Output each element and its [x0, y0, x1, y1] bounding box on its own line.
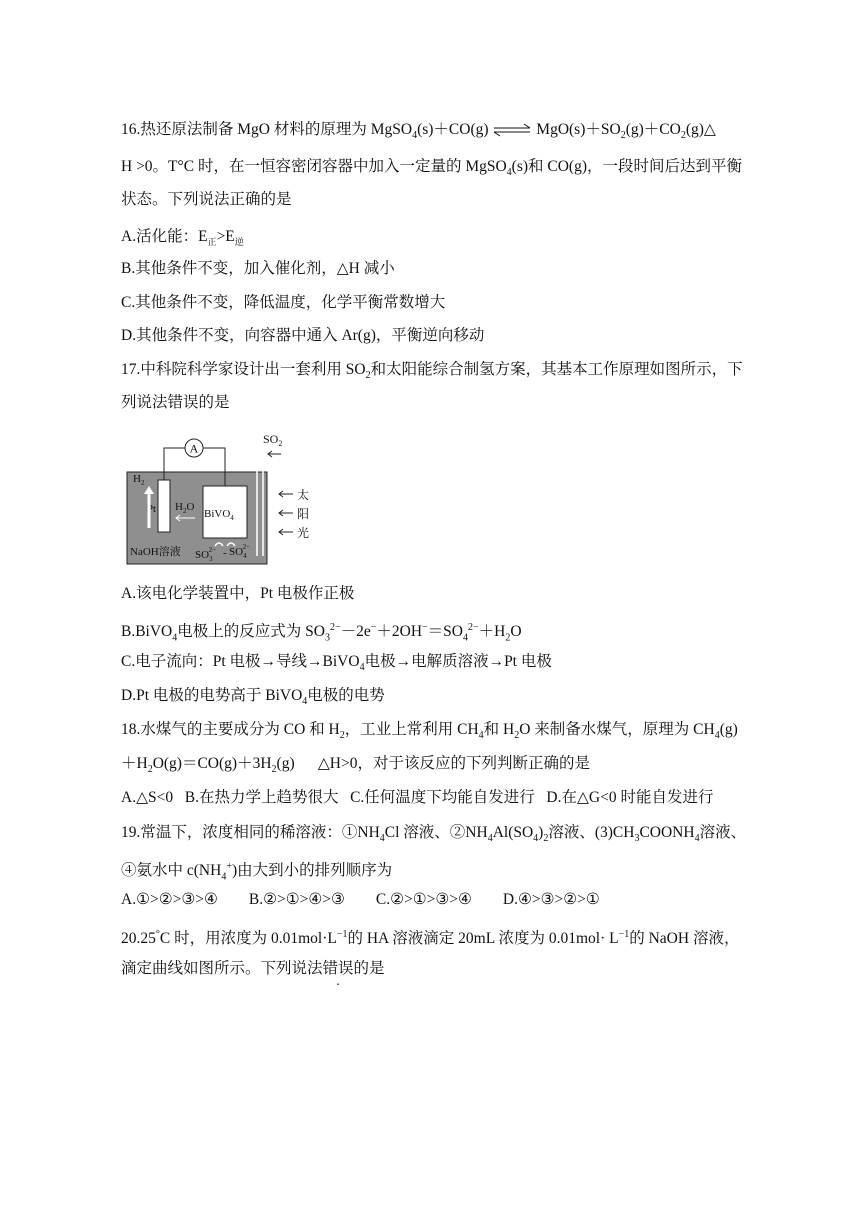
q16-option-c: C.其他条件不变，降低温度，化学平衡常数增大	[121, 294, 446, 311]
q19-line2: ④氨水中 $c(NH_4^+)$由大到小的排列顺序为	[121, 861, 393, 883]
q20-line1: 20.25°C 时，用浓度为 $0.01mol\cdot L^{-1}$的 HA 溶液滴定 20mL 浓度为 $0.01mol\cdot L^{-1}$的 NaOH 溶液，	[121, 929, 740, 948]
q17-option-d: D.Pt 电极的电势高于 BiVO$_4$电极的电势	[121, 687, 385, 708]
q17-option-a: A.该电化学装置中，Pt 电极作正极	[121, 585, 355, 602]
q18-line2: $+H_2O(g)=CO(g)+3H_2(g)$ △H>0，对于该反应的下列判断正确的是	[121, 755, 590, 776]
svg-text:-: -	[223, 547, 227, 559]
q18-line1: 18.水煤气的主要成分为 CO 和 $H_2$，工业上常利用 $CH_4$和 $H_2O$ 来制备水煤气，原理为 $CH_4(g)$	[121, 721, 738, 742]
q16-line2: H >0。T°C 时，在一恒容密闭容器中加入一定量的 MgSO$_4$(s)和 CO(g)，一段时间后达到平衡	[121, 158, 743, 179]
h2o-label: $H_2O$	[175, 501, 195, 515]
bivo4-label: BiVO$_4$	[204, 508, 234, 522]
q19-line1: 19.常温下，浓度相同的稀溶液：$①NH_4Cl$ 溶液、$②NH_4Al(SO_4)_2$溶液、$(3)CH_3COONH_4$溶液、	[121, 824, 747, 845]
q17-option-c: C.电子流向：Pt 电极→导线→BiVO$_4$电极→电解质溶液→Pt 电极	[121, 653, 552, 674]
q16-option-b: B.其他条件不变，加入催化剂，△H 减小	[121, 260, 395, 277]
emphasis-wrong: 错误	[322, 960, 354, 977]
svg-text:阳: 阳	[297, 507, 310, 521]
q17-option-b: B.BiVO$_4$电极上的反应式为 $SO_3^{2-}-2e^-+2OH^-=SO_4^{2-}+H_2O$	[121, 622, 522, 644]
q17-line1: 17.中科院科学家设计出一套利用 $SO_2$和太阳能综合制氢方案，其基本工作原理如图所示，下	[121, 361, 743, 382]
svg-text:Pt: Pt	[146, 503, 156, 515]
q16-line3: 状态。下列说法正确的是	[121, 191, 292, 208]
svg-text:A: A	[189, 441, 199, 456]
q16-line1: 16.热还原法制备 MgO 材料的原理为 MgSO$_4$(s)＋CO(g) $MgO(s)+SO_2(g)+CO_2(g)\triangle$	[121, 121, 716, 142]
equilibrium-arrow-icon	[492, 123, 532, 137]
q16-option-a: A.活化能：$E_正>E_逆$	[121, 228, 244, 248]
pt-electrode	[158, 480, 170, 532]
so2-label: $SO_2$	[263, 432, 283, 448]
q20-line2: 滴定曲线如图所示。下列说法错误的是	[121, 960, 385, 977]
electrolysis-diagram	[123, 428, 343, 570]
q19-options: A.①>②>③>④ B.②>①>④>③ C.②>①>③>④ D.④>③>②>①	[121, 891, 600, 908]
so3-ion-label: $SO_32-$	[195, 546, 217, 563]
svg-text:NaOH溶液: NaOH溶液	[130, 546, 181, 558]
so4-ion-label: $SO_42-$	[229, 543, 251, 560]
svg-text:光: 光	[297, 526, 310, 540]
q18-options: A.△S<0 B.在热力学上趋势很大 C.任何温度下均能自发进行 D.在△G<0 时能自发进行	[121, 789, 714, 806]
h2-label: $H_2$	[133, 473, 145, 487]
svg-text:太: 太	[297, 488, 310, 502]
q17-line2: 列说法错误的是	[121, 394, 230, 411]
q16-option-d: D.其他条件不变，向容器中通入 Ar(g)，平衡逆向移动	[121, 327, 485, 344]
